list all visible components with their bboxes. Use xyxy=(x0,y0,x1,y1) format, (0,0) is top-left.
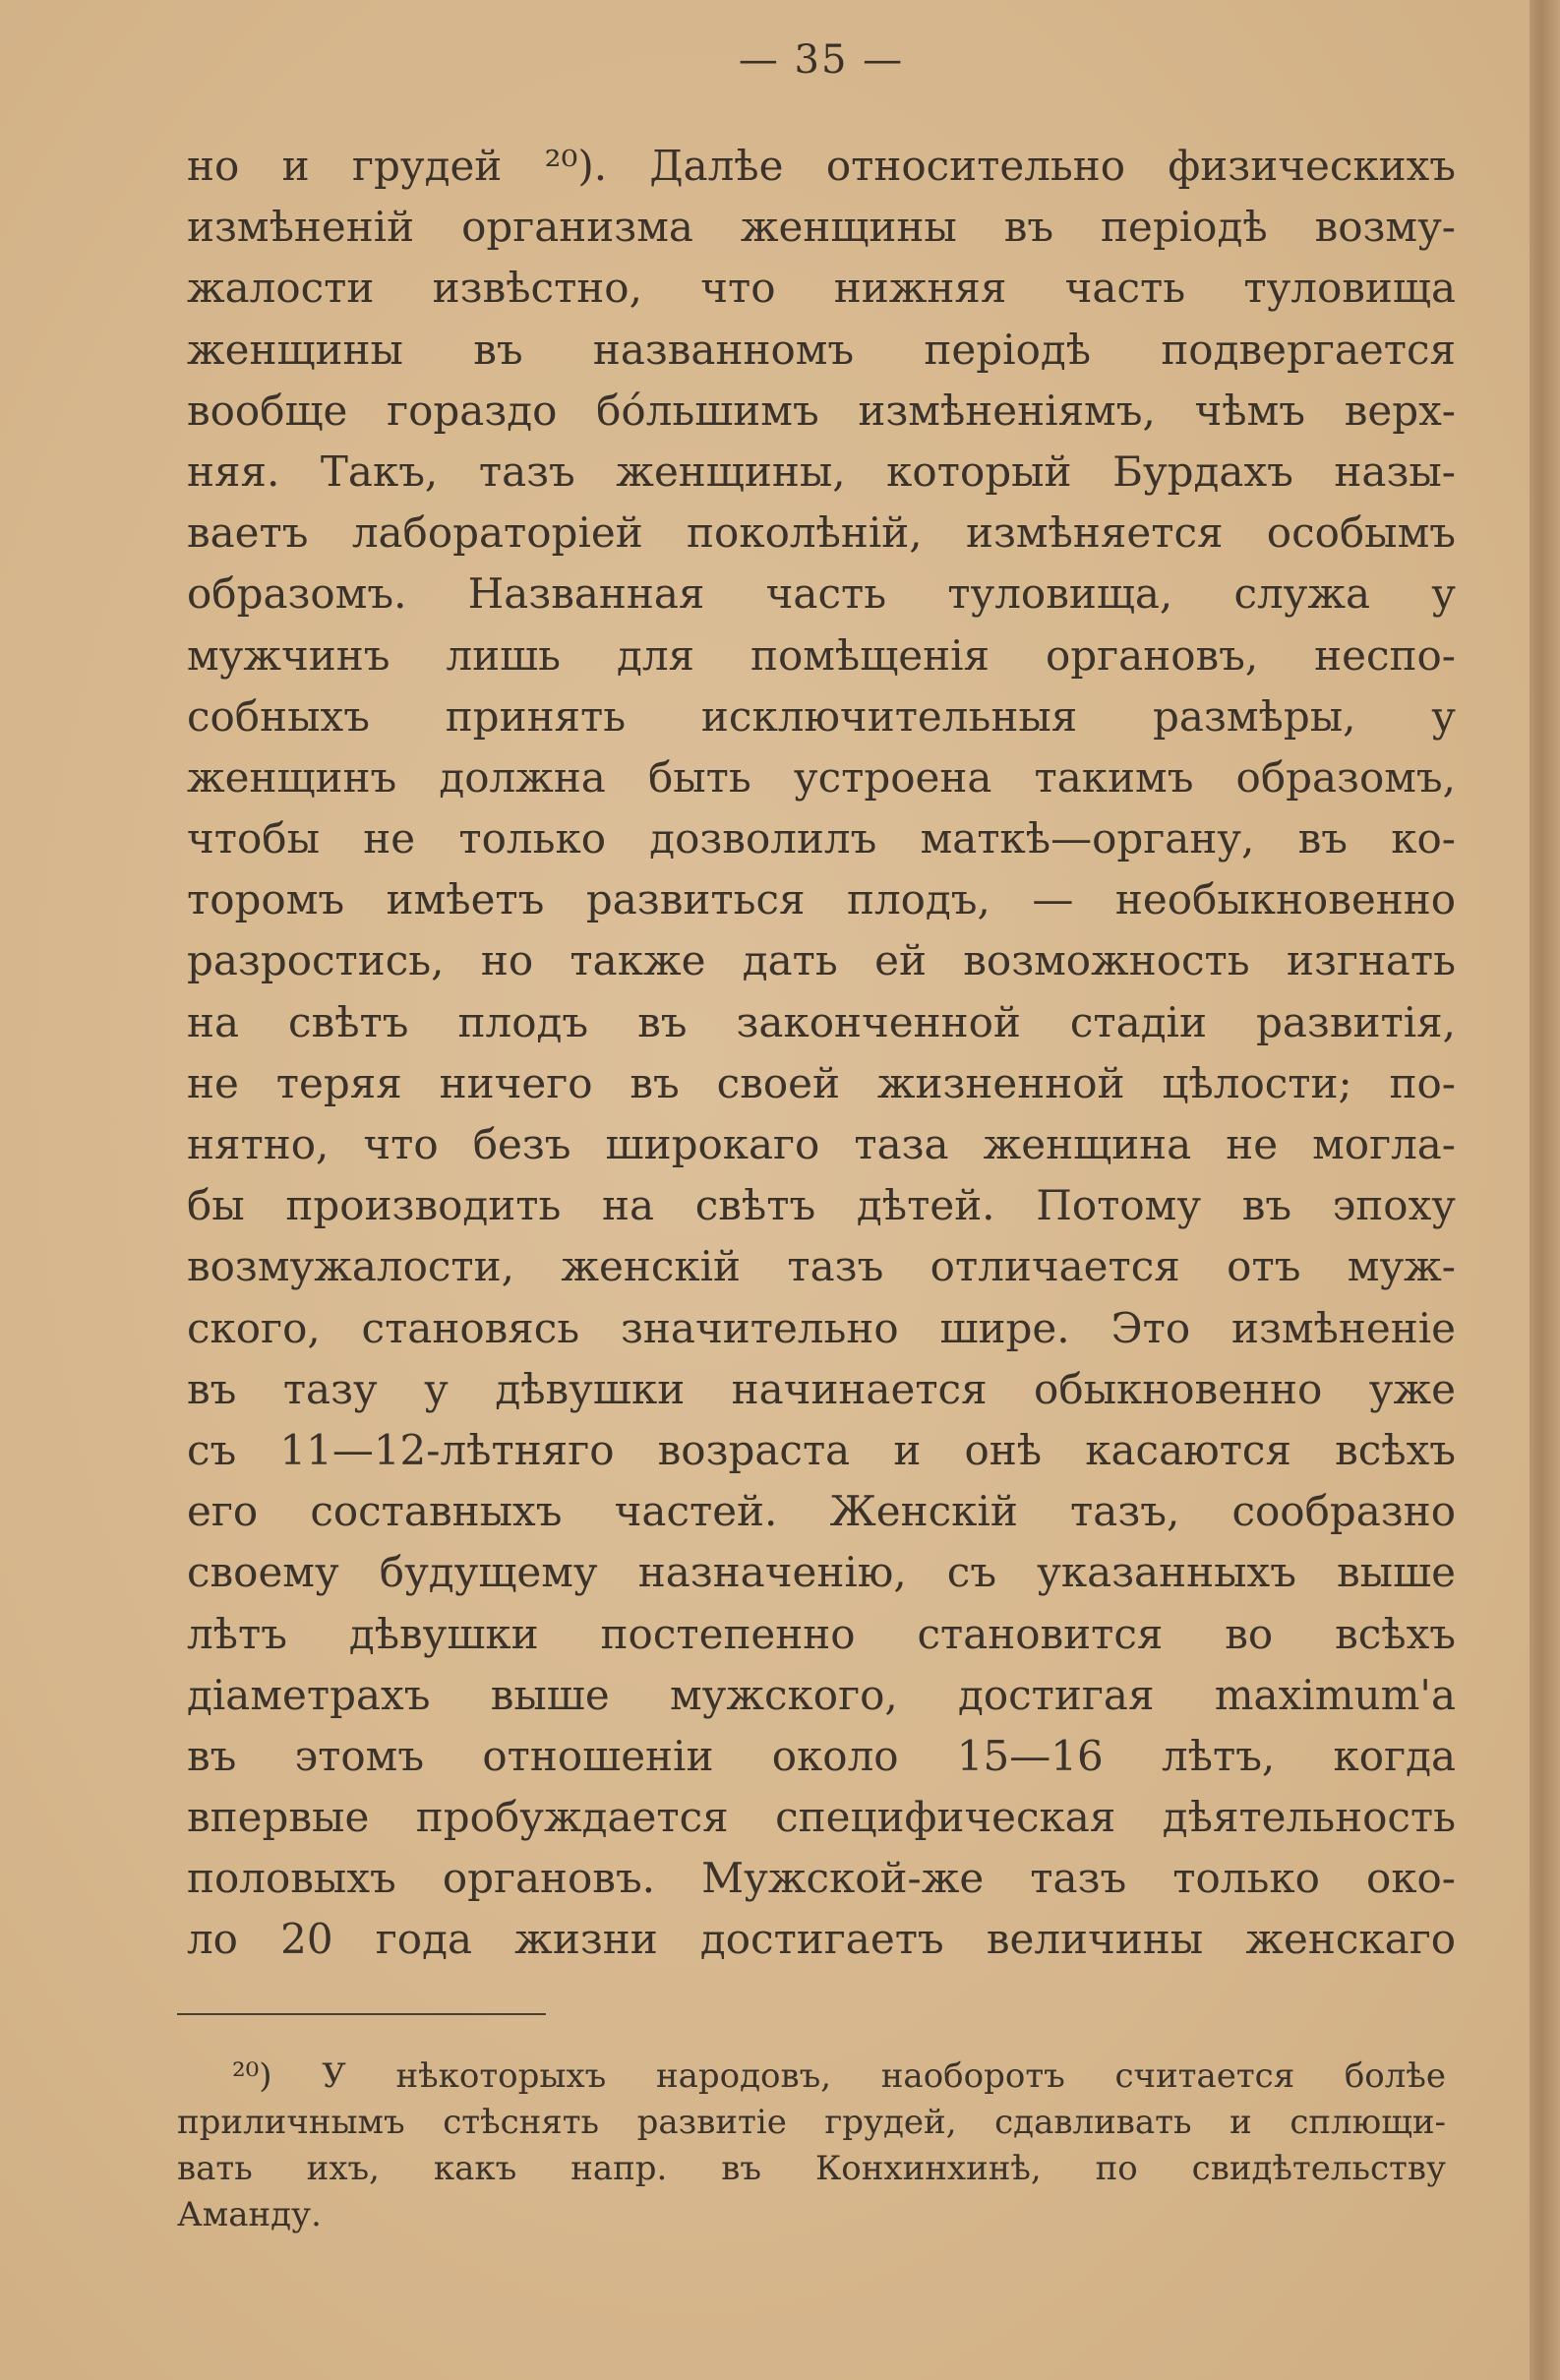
text-line: образомъ. Названная часть туловища, служа у xyxy=(187,569,1456,619)
text-line: половыхъ органовъ. Мужской-же тазъ только око- xyxy=(187,1854,1456,1903)
text-line: жалости извѣстно, что нижняя часть туловища xyxy=(187,264,1456,313)
footnote-line: Аманду. xyxy=(177,2195,322,2234)
text-line: бы производить на свѣтъ дѣтей. Потому въ эпоху xyxy=(187,1181,1456,1230)
text-line: діаметрахъ выше мужского, достигая maximum'а xyxy=(187,1670,1456,1719)
text-line: ло 20 года жизни достигаетъ величины женскаго xyxy=(187,1915,1456,1964)
text-line: на свѣтъ плодъ въ законченной стадіи развитія, xyxy=(187,997,1456,1046)
text-line: женщинъ должна быть устроена такимъ образомъ, xyxy=(187,752,1456,802)
text-line: ваетъ лабораторіей поколѣній, измѣняется особымъ xyxy=(187,508,1456,558)
text-line: собныхъ принять исключительныя размѣры, у xyxy=(187,691,1456,741)
page-number: — 35 — xyxy=(738,37,905,83)
footnote xyxy=(177,2053,1446,2238)
text-line: въ этомъ отношеніи около 15—16 лѣтъ, когда xyxy=(187,1731,1456,1780)
text-line: не теряя ничего въ своей жизненной цѣлости; по- xyxy=(187,1058,1456,1107)
text-line: женщины въ названномъ періодѣ подвергается xyxy=(187,325,1456,374)
main-text xyxy=(187,136,1456,1971)
text-line: его составныхъ частей. Женскій тазъ, сообразно xyxy=(187,1487,1456,1536)
footnote-line: ²⁰) У нѣкоторыхъ народовъ, наоборотъ считается болѣе xyxy=(232,2056,1446,2096)
text-line: няя. Такъ, тазъ женщины, который Бурдахъ назы- xyxy=(187,446,1456,496)
footnote-line: вать ихъ, какъ напр. въ Конхинхинѣ, по свидѣтельству xyxy=(177,2149,1446,2188)
text-line: съ 11—12-лѣтняго возраста и онѣ касаются всѣхъ xyxy=(187,1425,1456,1474)
footnote-line: приличнымъ стѣснять развитіе грудей, сдавливать и сплющи- xyxy=(177,2103,1446,2142)
text-line: своему будущему назначенію, съ указанныхъ выше xyxy=(187,1548,1456,1597)
text-line: впервые пробуждается специфическая дѣятельность xyxy=(187,1793,1456,1842)
text-line: лѣтъ дѣвушки постепенно становится во всѣхъ xyxy=(187,1609,1456,1658)
text-line: чтобы не только дозволилъ маткѣ—органу, въ ко- xyxy=(187,814,1456,863)
text-line: мужчинъ лишь для помѣщенія органовъ, неспо- xyxy=(187,630,1456,680)
text-line: вообще гораздо бо́льшимъ измѣненіямъ, чѣмъ верх- xyxy=(187,386,1456,435)
text-line: ского, становясь значительно шире. Это измѣненіе xyxy=(187,1303,1456,1352)
text-line: измѣненій организма женщины въ періодѣ возму- xyxy=(187,203,1456,252)
text-line: торомъ имѣетъ развиться плодъ, — необыкновенно xyxy=(187,875,1456,924)
text-line: разростись, но также дать ей возможность изгнать xyxy=(187,936,1456,985)
footnote-divider xyxy=(177,2013,546,2015)
page-edge xyxy=(1530,0,1560,2380)
text-line: нятно, что безъ широкаго таза женщина не могла- xyxy=(187,1120,1456,1168)
text-line: но и грудей ²⁰). Далѣе относительно физическихъ xyxy=(187,142,1456,190)
text-line: въ тазу у дѣвушки начинается обыкновенно уже xyxy=(187,1364,1456,1413)
text-line: возмужалости, женскій тазъ отличается отъ муж- xyxy=(187,1242,1456,1291)
